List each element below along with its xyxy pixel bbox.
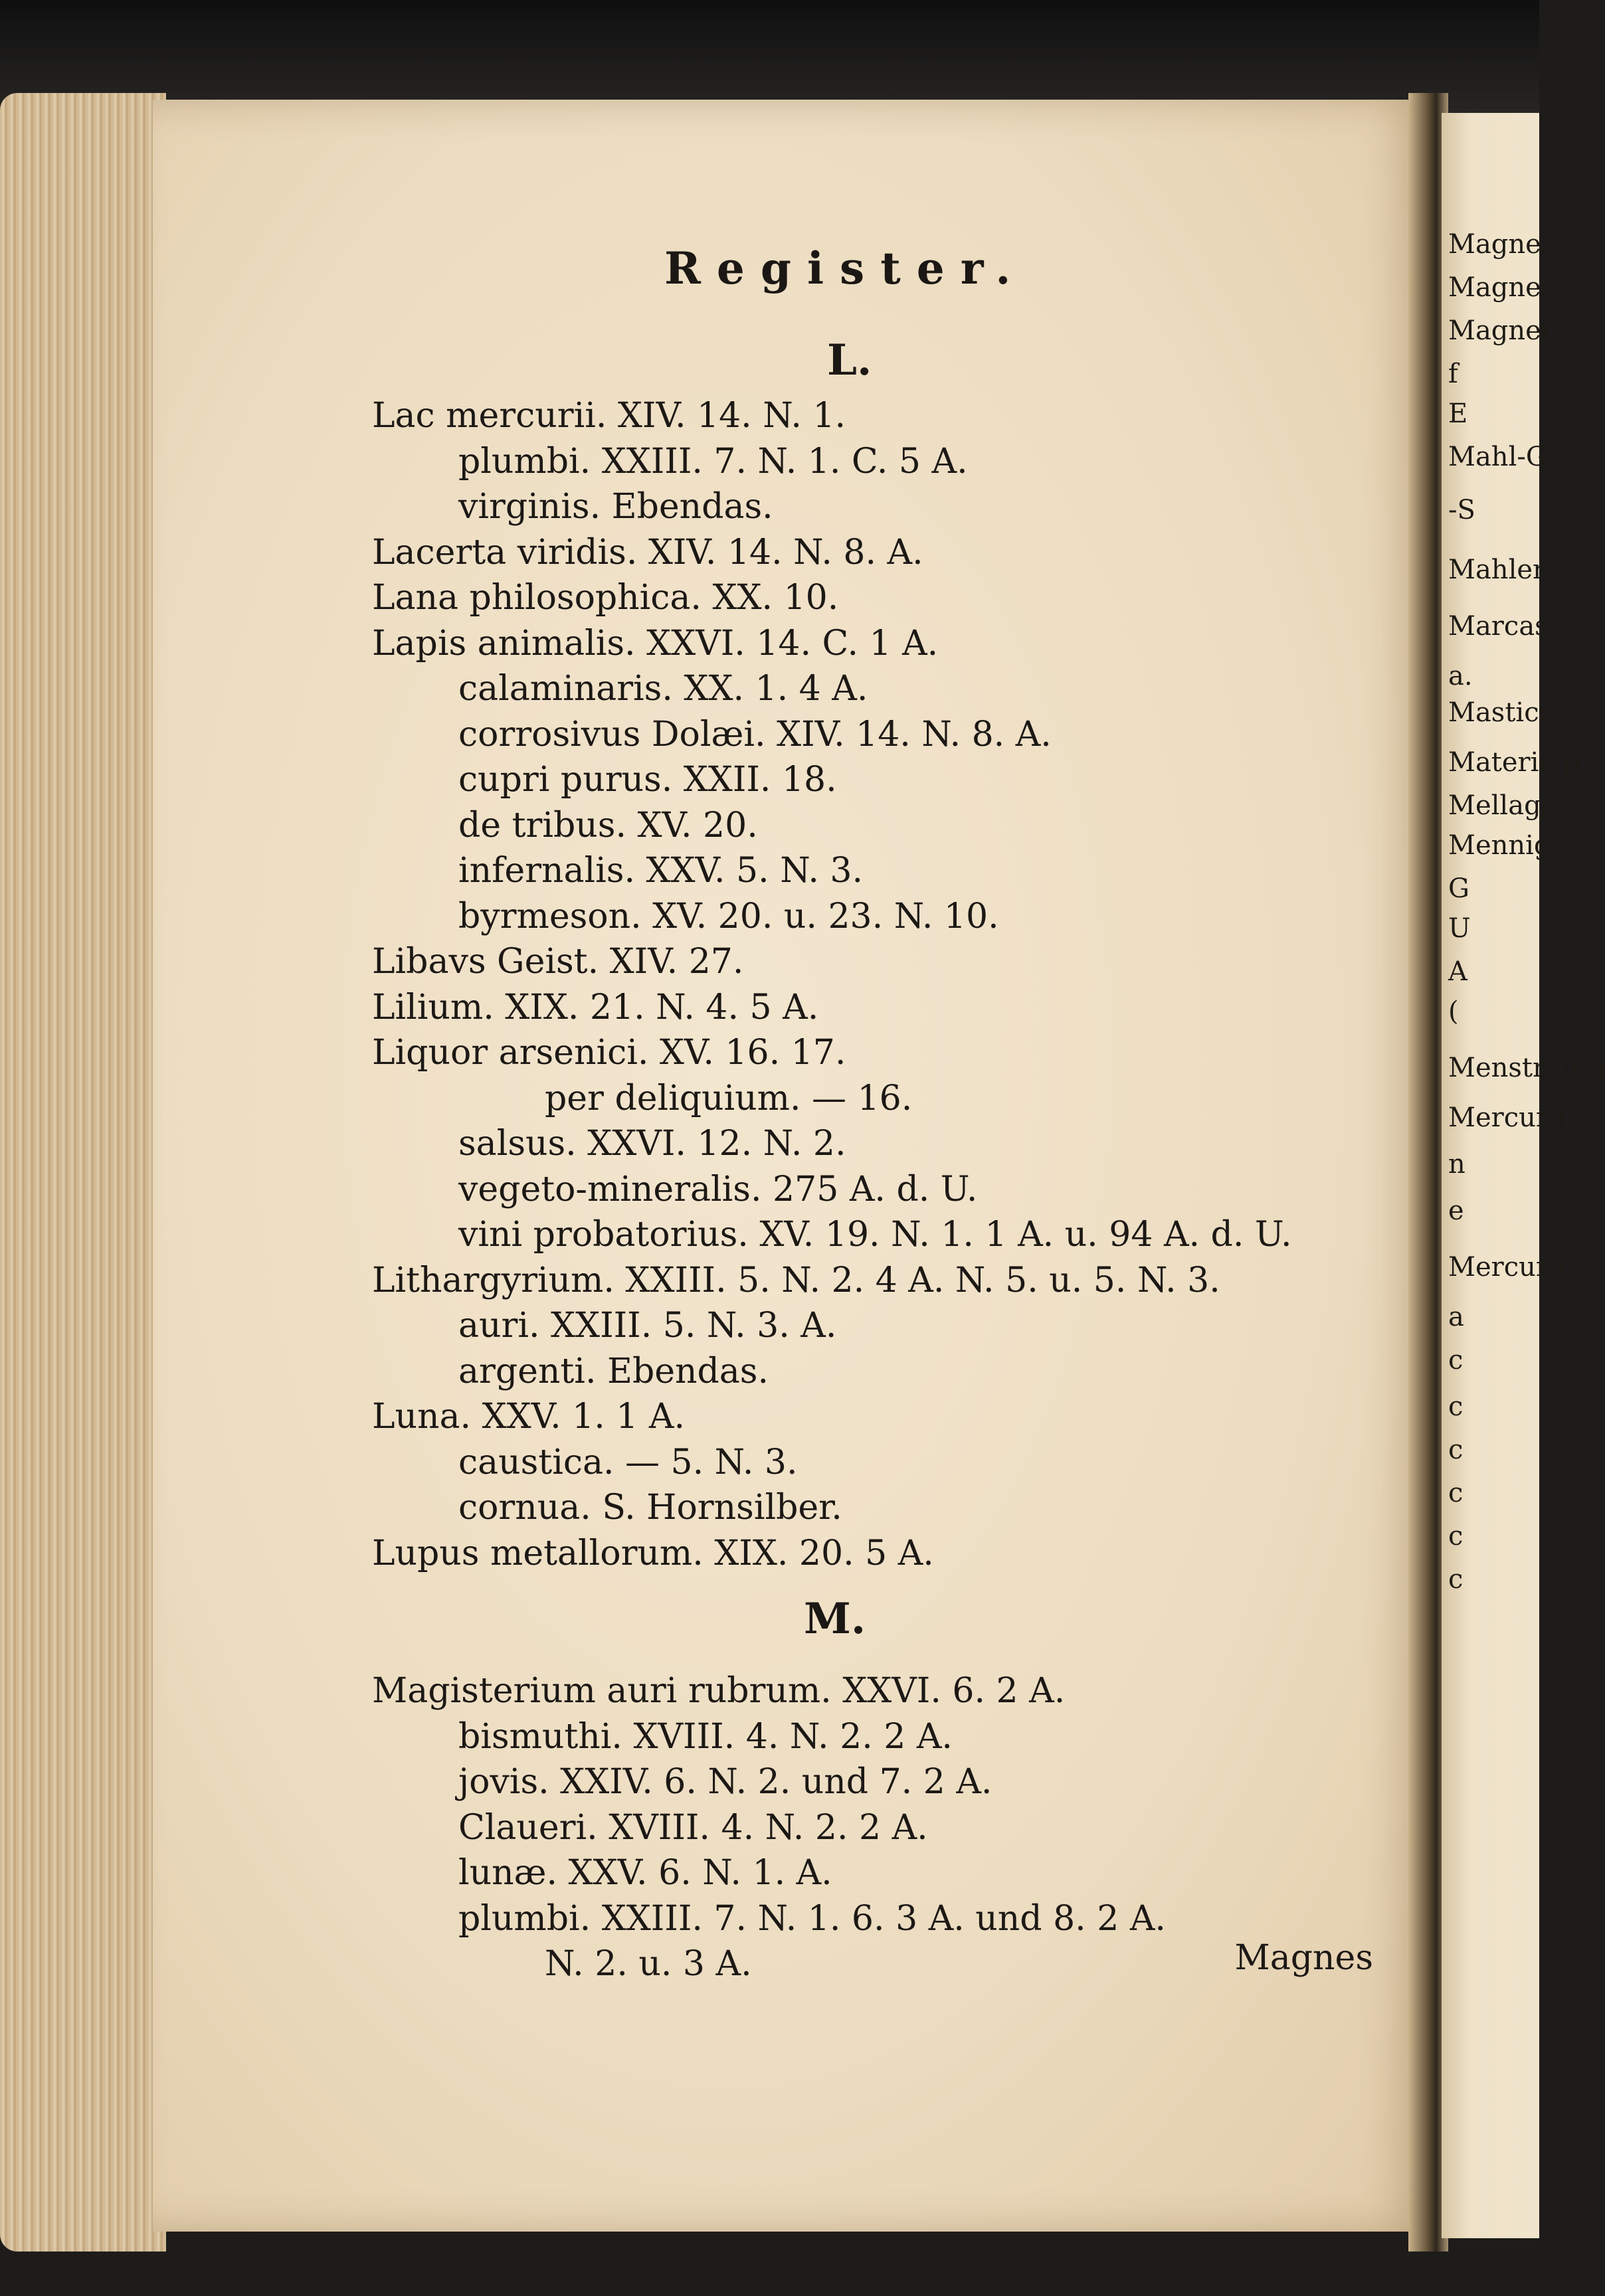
index-subentry: lunæ. XXV. 6. N. 1. A. bbox=[458, 1853, 832, 1893]
index-entry: Lac mercurii. XIV. 14. N. 1. bbox=[372, 396, 846, 436]
catchword: Magnes bbox=[1234, 1938, 1373, 1978]
facing-page-fragment: c bbox=[1448, 1391, 1463, 1422]
index-subentry: plumbi. XXIII. 7. N. 1. 6. 3 A. und 8. 2 A. bbox=[458, 1898, 1166, 1939]
facing-page-fragment: A bbox=[1448, 956, 1467, 987]
index-subentry: infernalis. XXV. 5. N. 3. bbox=[458, 851, 864, 891]
index-subentry: cornua. S. Hornsilber. bbox=[458, 1488, 842, 1528]
index-entry: Lithargyrium. XXIII. 5. N. 2. 4 A. N. 5. u. 5. N. 3. bbox=[372, 1260, 1220, 1300]
facing-page-fragment: e bbox=[1448, 1195, 1464, 1226]
index-subentry: de tribus. XV. 20. bbox=[458, 805, 758, 845]
index-entry: Lapis animalis. XXVI. 14. C. 1 A. bbox=[372, 623, 939, 663]
facing-page-fragment: Mahler-G bbox=[1448, 555, 1576, 585]
index-entry: Lacerta viridis. XIV. 14. N. 8. A. bbox=[372, 532, 923, 573]
index-subentry: caustica. — 5. N. 3. bbox=[458, 1442, 798, 1482]
index-subentry: vini probatorius. XV. 19. N. 1. 1 A. u. 94 A. d. U. bbox=[458, 1215, 1292, 1255]
facing-page-fragment: a bbox=[1448, 1302, 1464, 1332]
facing-page bbox=[1442, 113, 1605, 2238]
facing-page-fragment: f bbox=[1448, 359, 1458, 389]
book-page-edges bbox=[0, 93, 166, 2252]
index-subentry: byrmeson. XV. 20. u. 23. N. 10. bbox=[458, 896, 999, 936]
index-subentry: salsus. XXVI. 12. N. 2. bbox=[458, 1124, 846, 1164]
facing-page-fragment: Mercurii bbox=[1448, 1103, 1566, 1133]
index-subentry: bismuthi. XVIII. 4. N. 2. 2 A. bbox=[458, 1716, 953, 1757]
index-subentry: auri. XXIII. 5. N. 3. A. bbox=[458, 1306, 837, 1346]
index-subentry: Claueri. XVIII. 4. N. 2. 2 A. bbox=[458, 1807, 928, 1848]
index-subentry: argenti. Ebendas. bbox=[458, 1351, 769, 1391]
index-subentry: vegeto-mineralis. 275 A. d. U. bbox=[458, 1169, 978, 1209]
facing-page-fragment: c bbox=[1448, 1521, 1463, 1551]
facing-page-fragment: Magnes a bbox=[1448, 229, 1579, 260]
index-entry: Lana philosophica. XX. 10. bbox=[372, 578, 839, 618]
facing-page-fragment: Mercurius bbox=[1448, 1252, 1588, 1282]
index-subentry: plumbi. XXIII. 7. N. 1. C. 5 A. bbox=[458, 441, 968, 482]
facing-page-fragment: G bbox=[1448, 873, 1469, 904]
facing-page-fragment: c bbox=[1448, 1435, 1463, 1465]
facing-page-fragment: Marcasita. bbox=[1448, 611, 1592, 642]
facing-page-fragment: a. bbox=[1448, 661, 1473, 691]
index-entry: Luna. XXV. 1. 1 A. bbox=[372, 1397, 685, 1437]
index-entry: Magisterium auri rubrum. XXVI. 6. 2 A. bbox=[372, 1671, 1066, 1711]
section-letter: M. bbox=[804, 1594, 866, 1644]
facing-page-fragment: Mellago s bbox=[1448, 790, 1579, 821]
facing-page-fragment: c bbox=[1448, 1478, 1463, 1508]
index-subentry: per deliquium. — 16. bbox=[545, 1078, 913, 1118]
index-entry: Lupus metallorum. XIX. 20. 5 A. bbox=[372, 1533, 934, 1573]
facing-page-fragment: Mahl-G bbox=[1448, 442, 1547, 472]
facing-page-fragment: c bbox=[1448, 1345, 1463, 1375]
index-subentry: N. 2. u. 3 A. bbox=[545, 1944, 752, 1984]
index-entry: Liquor arsenici. XV. 16. 17. bbox=[372, 1033, 846, 1073]
index-subentry: virginis. Ebendas. bbox=[458, 487, 773, 527]
facing-page-fragment: E bbox=[1448, 398, 1468, 429]
facing-page-fragment: ( bbox=[1448, 996, 1459, 1027]
facing-page-fragment: Materia p bbox=[1448, 747, 1580, 778]
index-entry: Libavs Geist. XIV. 27. bbox=[372, 942, 744, 982]
index-subentry: jovis. XXIV. 6. N. 2. und 7. 2 A. bbox=[458, 1762, 992, 1802]
index-entry: Lilium. XIX. 21. N. 4. 5 A. bbox=[372, 987, 819, 1027]
facing-page-fragment: Magnesia bbox=[1448, 272, 1580, 303]
facing-page-fragment: Mennige bbox=[1448, 830, 1567, 861]
facing-page-fragment: n bbox=[1448, 1149, 1465, 1180]
section-letter: L. bbox=[827, 335, 872, 385]
index-subentry: calaminaris. XX. 1. 4 A. bbox=[458, 669, 868, 709]
facing-page-fragment: U bbox=[1448, 913, 1471, 944]
facing-page-fragment: Menstruum bbox=[1448, 1053, 1605, 1083]
index-subentry: corrosivus Dolæi. XIV. 14. N. 8. A. bbox=[458, 714, 1052, 754]
index-subentry: cupri purus. XXII. 18. bbox=[458, 760, 837, 800]
page-header: Register. bbox=[664, 242, 1027, 294]
facing-page-fragment: Masticot bbox=[1448, 697, 1566, 728]
facing-page-fragment: Magnet, bbox=[1448, 315, 1560, 346]
facing-page-fragment: -S bbox=[1448, 495, 1475, 525]
facing-page-fragment: c bbox=[1448, 1564, 1463, 1595]
